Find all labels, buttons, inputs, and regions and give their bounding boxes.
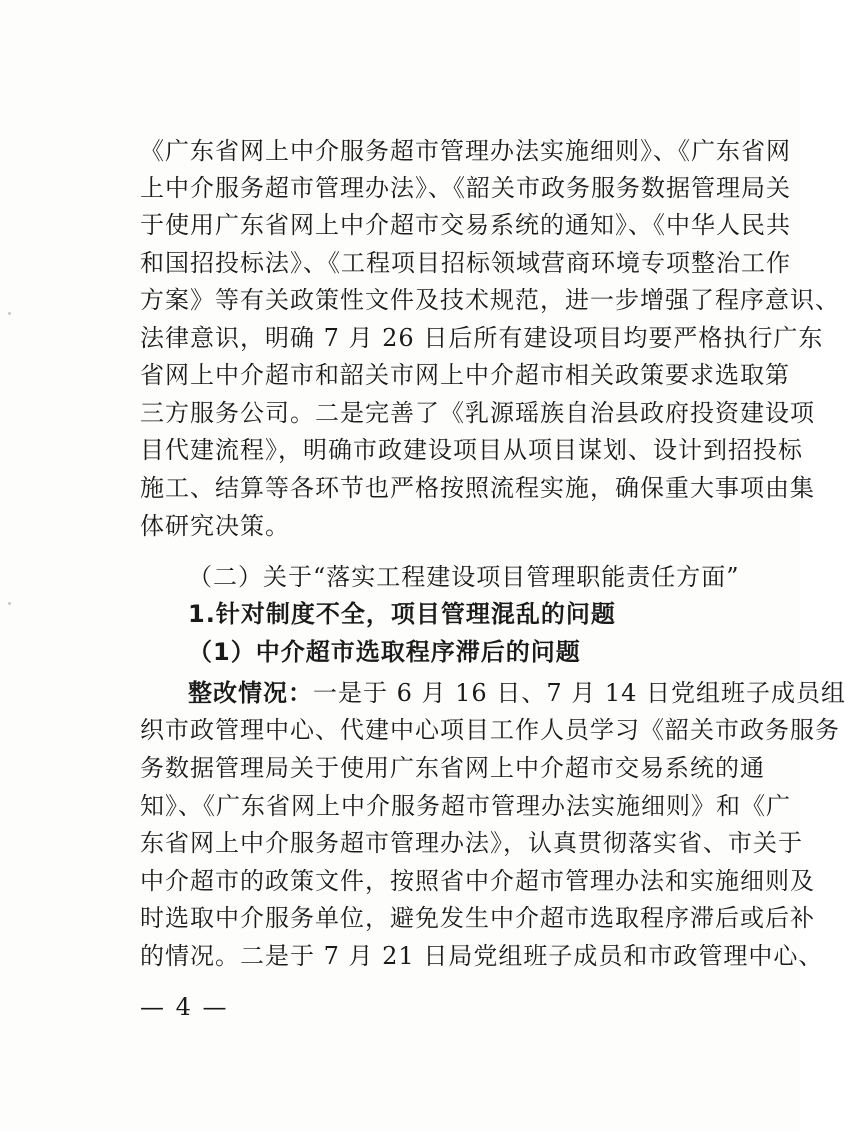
body-line: 上中介服务超市管理办法》、《韶关市政务服务数据管理局关 [140, 174, 791, 202]
body-line: 《广东省网上中介服务超市管理办法实施细则》、《广东省网 [140, 137, 791, 165]
body-line: 的情况。二是于 7 月 21 日局党组班子成员和市政管理中心、 [140, 942, 824, 970]
body-line: 知》、《广东省网上中介服务超市管理办法实施细则》和《广 [140, 792, 791, 820]
rectification-label: 整改情况： [188, 679, 313, 707]
body-line: 务数据管理局关于使用广东省网上中介超市交易系统的通 [140, 754, 765, 782]
body-line: 和国招投标法》、《工程项目招标领域营商环境专项整治工作 [140, 249, 791, 277]
body-line: 中介超市的政策文件，按照省中介超市管理办法和实施细则及 [140, 867, 815, 895]
body-line: 方案》等有关政策性文件及技术规范，进一步增强了程序意识、 [140, 286, 840, 314]
body-line: 织市政管理中心、代建中心项目工作人员学习《韶关市政务服务 [140, 716, 840, 744]
body-line: 于使用广东省网上中介超市交易系统的通知》、《中华人民共 [140, 211, 791, 239]
scan-mark [8, 312, 11, 315]
subheading-2: （1）中介超市选取程序滞后的问题 [188, 638, 581, 666]
body-line: 省网上中介超市和韶关市网上中介超市相关政策要求选取第 [140, 361, 790, 389]
subheading-1: 1.针对制度不全，项目管理混乱的问题 [188, 600, 616, 628]
body-line: 目代建流程》，明确市政建设项目从项目谋划、设计到招投标 [140, 436, 803, 464]
body-line: 三方服务公司。二是完善了《乳源瑶族自治县政府投资建设项 [140, 399, 815, 427]
rectification-text: 一是于 6 月 16 日、7 月 14 日党组班子成员组 [313, 679, 846, 707]
rectification-first-line [188, 678, 846, 708]
body-line: 法律意识，明确 7 月 26 日后所有建设项目均要严格执行广东 [140, 324, 824, 352]
body-line: 东省网上中介服务超市管理办法》，认真贯彻落实省、市关于 [140, 829, 803, 857]
body-line: 时选取中介服务单位，避免发生中介超市选取程序滞后或后补 [140, 904, 815, 932]
body-line: 施工、结算等各环节也严格按照流程实施，确保重大事项由集 [140, 474, 815, 502]
page-number: — 4 — [140, 993, 229, 1021]
body-line: 体研究决策。 [140, 512, 290, 540]
scan-mark [8, 602, 11, 605]
section-heading: （二）关于“落实工程建设项目管理职能责任方面” [188, 563, 740, 591]
